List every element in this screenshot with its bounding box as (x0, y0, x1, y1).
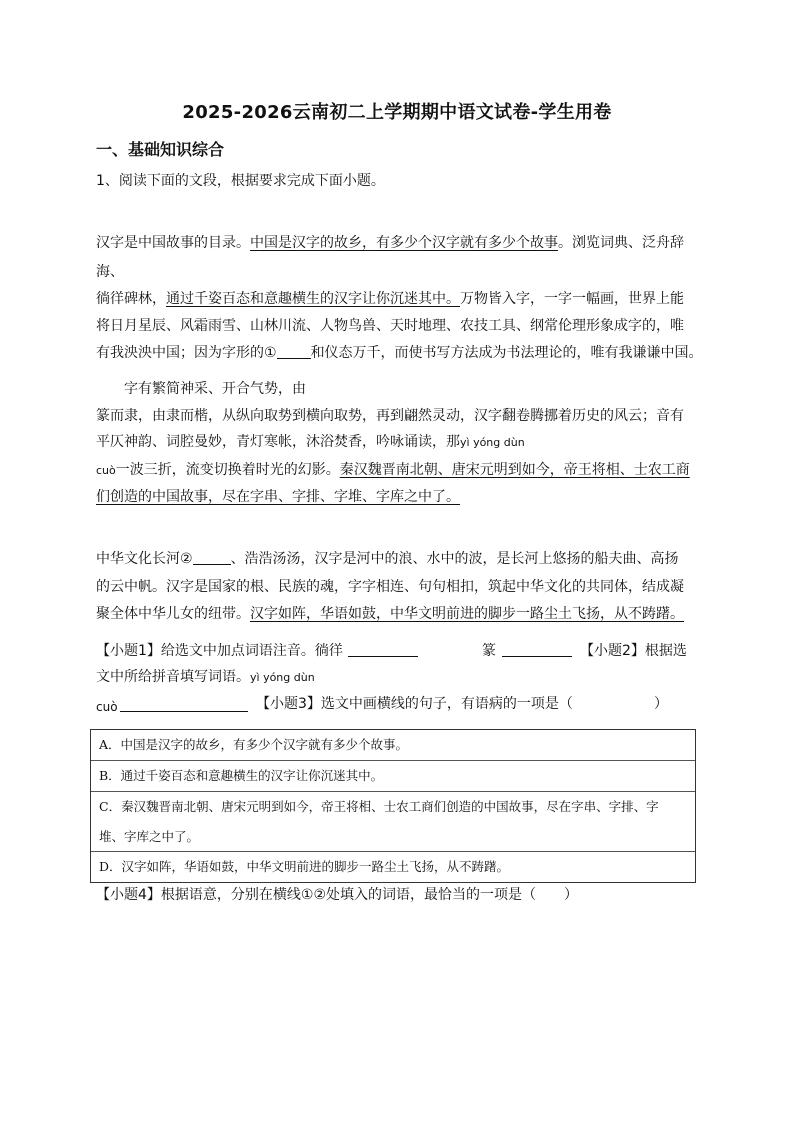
pinyin-hint: cuò (96, 464, 116, 477)
option-d[interactable]: D．汉字如阵，华语如鼓，中华文明前进的脚步一路尘土飞扬，从不踌躇。 (91, 851, 695, 882)
answer-blank-1[interactable] (348, 642, 418, 657)
para1-line2: 海、 (96, 264, 124, 280)
option-b[interactable]: B．通过千姿百态和意趣横生的汉字让你沉迷其中。 (91, 760, 695, 791)
option-c-line1: C．秦汉魏晋南北朝、唐宋元明到如今，帝王将相、士农工商们创造的中国故事，尽在字串、字排、字 (99, 799, 659, 814)
option-a[interactable]: A．中国是汉字的故乡，有多少个汉字就有多少个故事。 (99, 737, 409, 752)
sub-question-3-close: ） (654, 696, 668, 712)
para3-text: 中华文化长河② (96, 551, 193, 567)
sub-question-1-word: 篆 (482, 643, 496, 659)
blank-1[interactable] (277, 344, 311, 359)
options-table (90, 729, 696, 883)
para3-line1 (96, 549, 679, 569)
para3-line2: 的云中帆。汉字是国家的根、民族的魂，字字相连、句句相扣，筑起中华文化的共同体，结成凝 (96, 579, 684, 595)
para1-text: 徜徉碑林， (96, 291, 166, 307)
underlined-sentence-d: 汉字如阵，华语如鼓，中华文明前进的脚步一路尘土飞扬，从不踌躇。 (250, 606, 684, 622)
para1-text: 有我泱泱中国；因为字形的① (96, 345, 277, 361)
para3-line3 (96, 604, 684, 624)
para1-line4: 将日月星辰、风霜雨雪、山林川流、人物鸟兽、天时地理、农技工具、纲常伦理形象成字的，唯 (96, 318, 684, 334)
underlined-sentence-c: 秦汉魏晋南北朝、唐宋元明到如今，帝王将相、士农工商 (339, 462, 690, 478)
option-c-line2: 堆、字库之中了。 (99, 829, 200, 844)
sub-question-3: 【小题3】选文中画横线的句子，有语病的一项是（ (256, 696, 573, 712)
para2-line1: 字有繁简神采、开合气势，由 (124, 381, 306, 397)
para1-line1 (96, 233, 684, 253)
underlined-sentence-c-cont: 们创造的中国故事，尽在字串、字排、字堆、字库之中了。 (96, 489, 460, 505)
para2-line3 (96, 432, 525, 453)
underlined-sentence-a: 中国是汉字的故乡，有多少个汉字就有多少个故事 (250, 235, 558, 251)
para2-line2: 篆而隶，由隶而楷，从纵向取势到横向取势，再到翩然灵动，汉字翻卷腾挪着历史的风云；音有 (96, 408, 684, 424)
option-c[interactable] (91, 791, 695, 851)
para2-line4 (96, 460, 690, 481)
pinyin-hint: cuò (96, 700, 118, 714)
para3-text: 、浩浩汤汤，汉字是河中的浪、水中的波，是长河上悠扬的船夫曲、高扬 (230, 551, 679, 567)
sub-question-4: 【小题4】根据语意，分别在横线①②处填入的词语，最恰当的一项是（ ） (96, 887, 579, 903)
underlined-sentence-b: 通过千姿百态和意趣横生的汉字让你沉迷其中。 (166, 291, 460, 307)
blank-2[interactable] (193, 550, 231, 565)
para3-text: 聚全体中华儿女的纽带。 (96, 606, 250, 622)
page-title: 2025-2026云南初二上学期期中语文试卷-学生用卷 (182, 102, 612, 123)
para2-text: 一波三折，流变切换着时光的幻影。 (115, 462, 340, 478)
pinyin-hint: yì yóng dùn (460, 436, 525, 449)
sub-question-2: 【小题2】根据选 (580, 643, 687, 659)
para1-text: 。浏览词典、泛舟辞 (558, 235, 684, 251)
para1-text: 万物皆入字，一字一幅画，世界上能 (460, 291, 684, 307)
sub-question-1: 【小题1】给选文中加点词语注音。徜徉 (96, 643, 343, 659)
sub-question-2-cont (96, 667, 315, 688)
answer-blank-2[interactable] (502, 642, 572, 657)
question-intro: 1、阅读下面的文段，根据要求完成下面小题。 (96, 173, 385, 189)
pinyin-hint: yì yóng dùn (250, 671, 315, 684)
sub-question-2-text: 文中所给拼音填写词语。 (96, 669, 250, 685)
para2-text: 平仄神韵、词腔曼妙，青灯寒帐，沐浴焚香，吟咏诵读，那 (96, 434, 460, 450)
para1-text: 和仪态万千，而使书写方法成为书法理论的，唯有我谦谦中国。 (310, 345, 703, 361)
section-heading: 一、基础知识综合 (96, 140, 225, 159)
para1-text: 汉字是中国故事的目录。 (96, 235, 250, 251)
answer-blank-3[interactable] (120, 697, 248, 712)
para1-line3 (96, 289, 684, 309)
para1-line5 (96, 343, 703, 363)
